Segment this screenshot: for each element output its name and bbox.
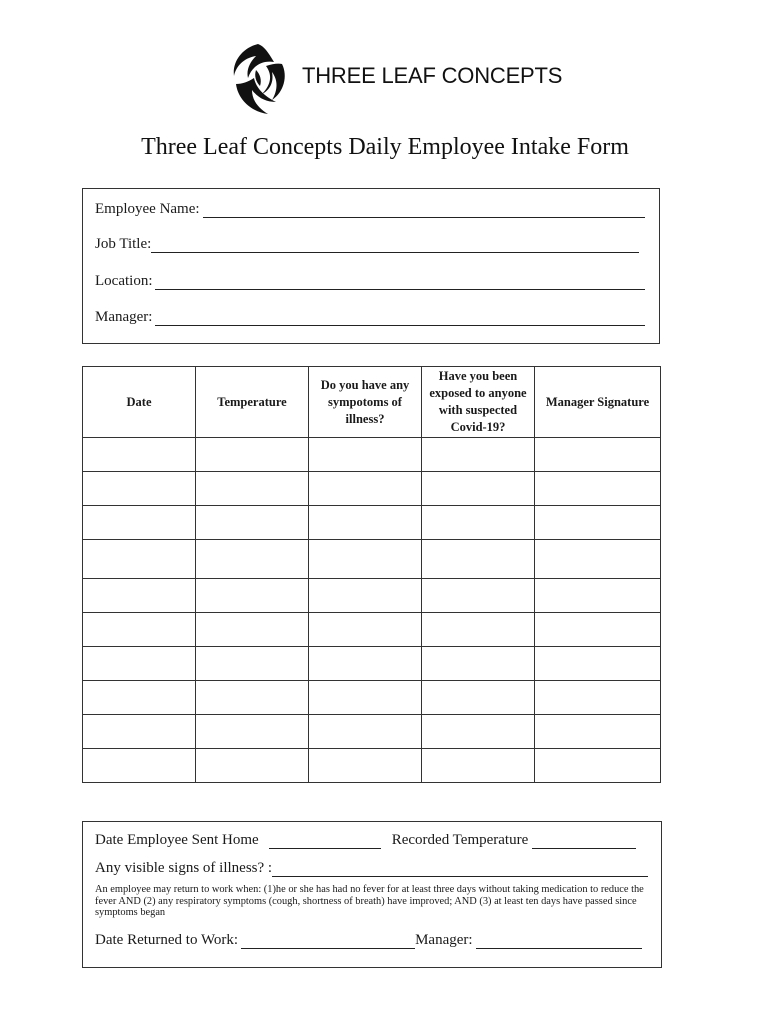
column-header-date: Date	[83, 367, 196, 438]
table-cell[interactable]	[83, 681, 196, 715]
date-sent-home-field[interactable]	[269, 834, 381, 849]
table-cell[interactable]	[309, 472, 422, 506]
table-cell[interactable]	[422, 715, 535, 749]
table-cell[interactable]	[422, 540, 535, 579]
table-row	[83, 613, 661, 647]
recorded-temperature-label: Recorded Temperature	[391, 832, 529, 848]
job-title-row	[95, 236, 639, 253]
return-policy-note: An employee may return to work when: (1)he or she has had no fever for at least three days without taking medication to reduce the fever AND (2) any respiratory symptoms (cough, shortness of breath) have improved; AND (3) at least ten days have passed since symptoms began	[95, 884, 644, 918]
table-row	[83, 749, 661, 783]
table-row	[83, 540, 661, 579]
table-header-row	[83, 367, 661, 438]
location-field[interactable]	[155, 275, 645, 290]
table-cell[interactable]	[196, 579, 309, 613]
location-label: Location:	[95, 273, 153, 289]
table-row	[83, 438, 661, 472]
table-cell[interactable]	[422, 613, 535, 647]
table-cell[interactable]	[83, 472, 196, 506]
visible-signs-label: Any visible signs of illness? :	[95, 860, 273, 876]
manager-field[interactable]	[155, 311, 645, 326]
manager-label: Manager:	[95, 309, 153, 325]
table-row	[83, 579, 661, 613]
table-cell[interactable]	[535, 613, 661, 647]
table-cell[interactable]	[309, 715, 422, 749]
manager-row	[95, 309, 645, 326]
table-cell[interactable]	[83, 506, 196, 540]
table-cell[interactable]	[309, 681, 422, 715]
table-cell[interactable]	[422, 749, 535, 783]
table-cell[interactable]	[535, 540, 661, 579]
date-returned-label: Date Returned to Work:	[95, 932, 239, 948]
table-cell[interactable]	[196, 647, 309, 681]
table-row	[83, 472, 661, 506]
date-sent-home-label: Date Employee Sent Home	[95, 832, 259, 848]
date-returned-field[interactable]	[241, 934, 415, 949]
sent-home-row	[95, 832, 636, 849]
table-cell[interactable]	[309, 579, 422, 613]
column-header-symptoms: Do you have any sympotoms of illness?	[309, 367, 422, 438]
table-cell[interactable]	[422, 681, 535, 715]
employee-name-field[interactable]	[203, 203, 645, 218]
visible-signs-field[interactable]	[272, 862, 648, 877]
sent-home-box	[82, 821, 662, 968]
table-cell[interactable]	[535, 681, 661, 715]
table-row	[83, 506, 661, 540]
employee-name-row	[95, 201, 645, 218]
table-cell[interactable]	[535, 715, 661, 749]
table-row	[83, 681, 661, 715]
table-cell[interactable]	[83, 438, 196, 472]
returned-manager-field[interactable]	[476, 934, 642, 949]
recorded-temperature-field[interactable]	[532, 834, 636, 849]
table-cell[interactable]	[535, 438, 661, 472]
table-cell[interactable]	[309, 647, 422, 681]
table-cell[interactable]	[422, 647, 535, 681]
table-body	[83, 438, 661, 783]
column-header-exposure: Have you been exposed to anyone with suspected Covid-19?	[422, 367, 535, 438]
table-cell[interactable]	[535, 749, 661, 783]
table-cell[interactable]	[83, 579, 196, 613]
table-cell[interactable]	[196, 472, 309, 506]
employee-info-box	[82, 188, 660, 344]
table-cell[interactable]	[196, 681, 309, 715]
table-cell[interactable]	[196, 506, 309, 540]
column-header-temperature: Temperature	[196, 367, 309, 438]
job-title-field[interactable]	[151, 238, 639, 253]
returned-row	[95, 932, 642, 949]
table-cell[interactable]	[422, 579, 535, 613]
table-cell[interactable]	[309, 749, 422, 783]
table-cell[interactable]	[535, 506, 661, 540]
table-cell[interactable]	[83, 749, 196, 783]
page-title: Three Leaf Concepts Daily Employee Intake Form	[141, 134, 629, 160]
table-cell[interactable]	[422, 506, 535, 540]
brand-name: THREE LEAF CONCEPTS	[302, 63, 563, 88]
table-cell[interactable]	[83, 540, 196, 579]
table-cell[interactable]	[422, 438, 535, 472]
table-cell[interactable]	[83, 647, 196, 681]
column-header-manager-signature: Manager Signature	[535, 367, 661, 438]
table-row	[83, 715, 661, 749]
visible-signs-row	[95, 860, 648, 877]
table-cell[interactable]	[196, 749, 309, 783]
table-cell[interactable]	[422, 472, 535, 506]
returned-manager-label: Manager:	[415, 932, 473, 948]
job-title-label: Job Title:	[95, 236, 152, 252]
table-cell[interactable]	[196, 540, 309, 579]
table-cell[interactable]	[535, 647, 661, 681]
table-cell[interactable]	[309, 438, 422, 472]
table-cell[interactable]	[535, 579, 661, 613]
employee-name-label: Employee Name:	[95, 201, 200, 217]
daily-log-table	[82, 366, 661, 783]
table-cell[interactable]	[196, 438, 309, 472]
table-cell[interactable]	[309, 506, 422, 540]
table-cell[interactable]	[309, 613, 422, 647]
company-logo	[222, 40, 562, 120]
leaf-logo-icon	[222, 40, 294, 120]
table-cell[interactable]	[535, 472, 661, 506]
location-row	[95, 273, 645, 290]
table-cell[interactable]	[196, 613, 309, 647]
table-cell[interactable]	[309, 540, 422, 579]
table-row	[83, 647, 661, 681]
table-cell[interactable]	[196, 715, 309, 749]
table-cell[interactable]	[83, 613, 196, 647]
table-cell[interactable]	[83, 715, 196, 749]
